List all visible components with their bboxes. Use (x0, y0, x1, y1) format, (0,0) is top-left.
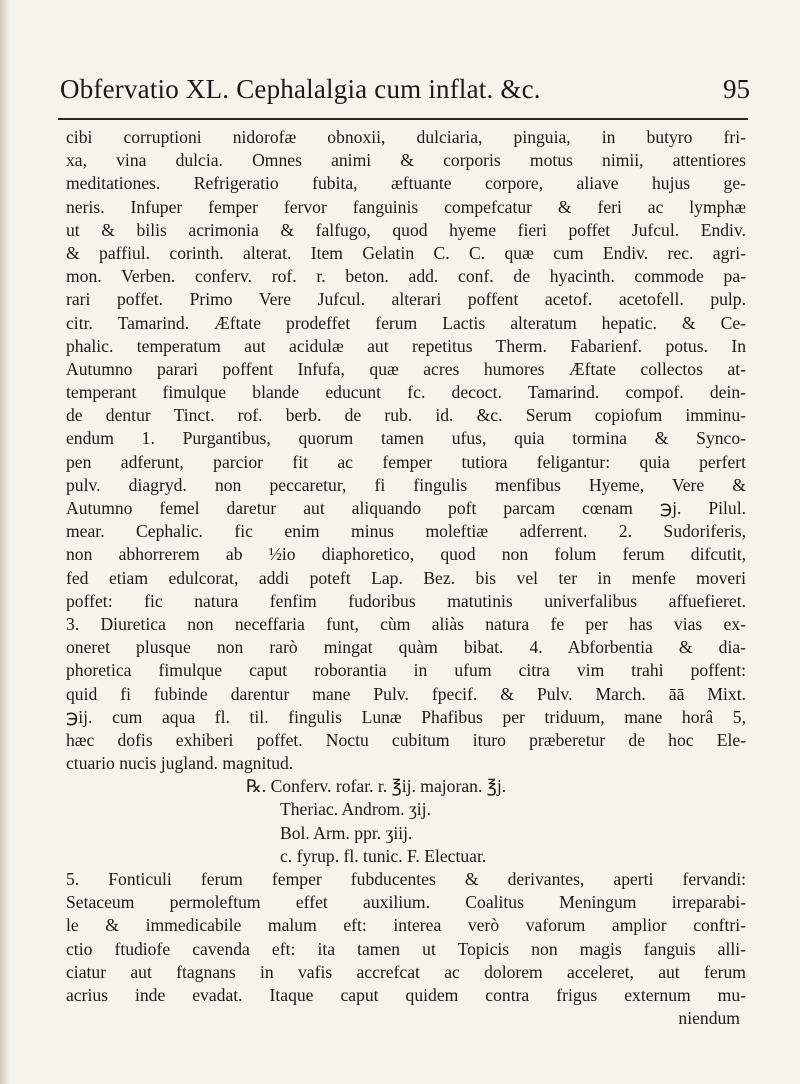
text-line: hæc dofis exhiberi poffet. Noctu cubitum ituro præberetur de hoc Ele- (66, 729, 746, 750)
text-line: ctuario nucis jugland. magnitud. (66, 753, 294, 774)
text-line: 5. Fonticuli ferum femper fubducentes & derivantes, aperti fervandi: (66, 869, 746, 889)
text-line: mon. Verben. conferv. rof. r. beton. add. conf. de hyacinth. commode pa- (66, 266, 746, 287)
text-line: ciatur aut ftagnans in vafis accrefcat ac dolorem acceleret, aut ferum (66, 961, 746, 982)
text-line: 3. Diuretica non neceffaria funt, cùm aliàs natura fe per has vias ex- (66, 613, 746, 634)
recipe-line: Bol. Arm. ppr. ʒiij. (280, 822, 413, 843)
recipe-line: Theriac. Androm. ʒij. (280, 799, 431, 820)
text-line: Autumno femel daretur aut aliquando poft parcam cœnam ℈j. Pilul. (66, 498, 746, 518)
text-line: de dentur Tinct. rof. berb. de rub. id. &c. Serum copiofum imminu- (66, 405, 746, 426)
text-line: neris. Infuper femper fervor fanguinis compefcatur & feri ac lymphæ (66, 196, 746, 217)
running-head: Obfervatio XL. Cephalalgia cum inflat. &c. (60, 74, 541, 104)
body-text (66, 126, 746, 1030)
page-number: 95 (723, 74, 750, 104)
text-line: fed etiam edulcorat, addi poteft Lap. Bez. bis vel ter in menfe moveri (66, 567, 746, 588)
recipe-line: ℞. Conferv. rofar. r. ℥ij. majoran. ℥j. (246, 776, 507, 797)
text-line: quid fi fubinde darentur mane Pulv. fpecif. & Pulv. March. āā Mixt. (66, 683, 746, 704)
text-line: ℈ij. cum aqua fl. til. fingulis Lunæ Phafibus per triduum, mane horâ 5, (66, 706, 746, 727)
text-line: & paffiul. corinth. alterat. Item Gelatin C. C. quæ cum Endiv. rec. agri- (66, 242, 746, 263)
catchword: niendum (678, 1008, 740, 1029)
text-line: pen adferunt, parcior fit ac femper tutiora feligantur: quia perfert (66, 451, 746, 472)
text-line: mear. Cephalic. fic enim minus moleftiæ adferrent. 2. Sudoriferis, (66, 521, 746, 542)
text-line: pulv. diagryd. non peccaretur, fi fingulis menfibus Hyeme, Vere & (66, 474, 746, 495)
text-line: meditationes. Refrigeratio fubita, æftuante corpore, aliave hujus ge- (66, 173, 746, 194)
text-line: oneret plusque non rarò mingat quàm bibat. 4. Abforbentia & dia- (66, 637, 746, 658)
text-line: ctio ftudiofe cavenda eft: ita tamen ut Topicis non magis fanguis alli- (66, 938, 746, 959)
text-line: Autumno parari poffent Infufa, quæ acres humores Æftate collectos at- (66, 358, 746, 379)
page-header (60, 74, 750, 118)
header-rule (58, 118, 748, 120)
text-line: endum 1. Purgantibus, quorum tamen ufus, quia tormina & Synco- (66, 428, 746, 449)
text-line: poffet: fic natura fenfim fudoribus matutinis univerfalibus affuefieret. (66, 590, 746, 611)
book-spine-shadow (0, 0, 10, 1084)
text-line: temperant fimulque blande educunt fc. decoct. Tamarind. compof. dein- (66, 382, 746, 403)
text-line: phalic. temperatum aut acidulæ aut repetitus Therm. Fabarienf. potus. In (66, 335, 746, 356)
recipe-line: c. fyrup. fl. tunic. F. Electuar. (280, 845, 487, 866)
text-line: rari poffet. Primo Vere Jufcul. alterari poffent acetof. acetofell. pulp. (66, 289, 746, 310)
text-line: acrius inde evadat. Itaque caput quidem contra frigus externum mu- (66, 984, 746, 1005)
text-line: citr. Tamarind. Æftate prodeffet ferum Lactis alteratum hepatic. & Ce- (66, 312, 746, 333)
text-line: ut & bilis acrimonia & falfugo, quod hyeme fieri poffet Jufcul. Endiv. (66, 219, 746, 240)
text-line: phoretica fimulque caput roborantia in ufum citra vim trahi poffent: (66, 660, 746, 681)
text-line: le & immedicabile malum eft: interea verò vaforum amplior conftri- (66, 915, 746, 936)
text-line: cibi corruptioni nidorofæ obnoxii, dulciaria, pinguia, in butyro fri- (66, 127, 746, 147)
text-line: xa, vina dulcia. Omnes animi & corporis motus nimii, attentiores (66, 150, 746, 171)
text-line: non abhorrerem ab ½io diaphoretico, quod non folum ferum difcutit, (66, 544, 746, 565)
text-line: Setaceum permoleftum effet auxilium. Coalitus Meningum irreparabi- (66, 892, 746, 913)
